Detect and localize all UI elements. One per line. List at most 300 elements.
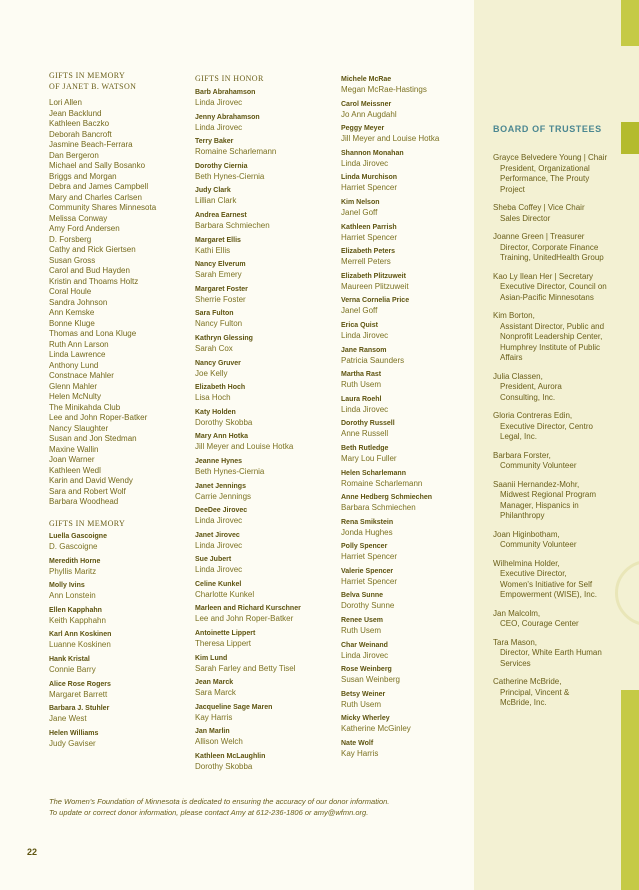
donor-name: Betsy Weiner (341, 690, 386, 698)
trustee-name: Kao Ly Ilean Her | Secretary (493, 271, 594, 281)
list-item (195, 506, 301, 526)
donor-name: Molly Ivins (49, 582, 85, 590)
donor-name: Melissa Conway (49, 213, 108, 223)
honoree-name: Linda Jirovec (195, 98, 243, 107)
donor-name: Celine Kunkel (195, 580, 242, 588)
footnote-line: The Women's Foundation of Minnesota is dedicated to ensuring the accuracy of our donor information. (49, 797, 390, 806)
donor-name: Elizabeth Peters (341, 248, 396, 256)
donor-name: Amy Ford Andersen (49, 224, 120, 233)
donor-name: Coral Houle (49, 287, 92, 296)
honoree-name: Kathi Ellis (195, 245, 231, 255)
donor-name: Valerie Spencer (341, 567, 394, 575)
list-item (341, 616, 439, 636)
memory-watson-list (49, 98, 156, 508)
donor-name: Maxine Wallin (49, 444, 99, 454)
honoree-name: Harriet Spencer (341, 552, 398, 562)
donor-name: Martha Rast (341, 371, 382, 379)
trustee-title: Director, Corporate Finance (500, 242, 599, 252)
donor-name: Barb Abrahamson (195, 89, 256, 96)
trustee-entry (493, 311, 621, 364)
donor-name: Carol Meissner (341, 100, 392, 108)
honoree-name: Sarah Cox (195, 343, 233, 353)
honoree-name: Romaine Scharlemann (195, 147, 277, 157)
honoree-name: Jo Ann Augdahl (341, 109, 397, 119)
donor-name: Linda Lawrence (49, 350, 106, 359)
donor-name: Peggy Meyer (341, 125, 385, 133)
honoree-name: Merrell Peters (341, 257, 391, 267)
trustee-entry (493, 272, 621, 304)
donor-name: Sara and Robert Wolf (49, 486, 126, 496)
honoree-name: Mary Lou Fuller (341, 453, 397, 463)
honoree-name: Linda Jirovec (195, 516, 243, 526)
trustee-entry (493, 372, 621, 404)
list-item (341, 518, 439, 538)
list-item (195, 752, 301, 772)
list-item (341, 223, 439, 243)
honor-heading: GIFTS IN HONOR (195, 74, 264, 83)
honoree-name: Anne Russell (341, 429, 389, 439)
trustee-title: Training, UnitedHealth Group (500, 253, 604, 262)
donor-name: Meredith Horne (49, 557, 101, 565)
donor-name: D. Forsberg (49, 234, 92, 244)
list-item (341, 75, 439, 95)
list-item (341, 247, 439, 267)
list-item (195, 359, 301, 379)
trustee-name: Joan Higinbotham, (493, 529, 560, 539)
list-item (49, 680, 111, 700)
list-item (341, 567, 439, 587)
trustee-entry (493, 153, 621, 195)
trustee-title: Performance, The Prouty (500, 174, 590, 183)
donor-name: Anthony Lund (49, 360, 99, 370)
donor-name: Helen Williams (49, 729, 99, 737)
trustee-name: Tara Mason, (493, 637, 538, 647)
donor-name: Elizabeth Plitzuweit (341, 272, 406, 280)
list-item (341, 124, 439, 144)
honoree-name: Linda Jirovec (195, 565, 243, 575)
honoree-name: Joe Kelly (195, 368, 228, 378)
list-item (195, 482, 301, 502)
trustee-entry (493, 451, 621, 472)
honoree-name: Keith Kapphahn (49, 615, 106, 625)
honoree-name: Ann Lonstein (49, 591, 96, 601)
donor-name: The Minikahda Club (49, 402, 121, 412)
trustee-name: Jan Malcolm, (493, 608, 541, 618)
list-item (341, 272, 439, 292)
donor-name: Shannon Monahan (341, 149, 404, 157)
honoree-name: Dorothy Skobba (195, 417, 253, 427)
trustee-title: Sales Director (500, 213, 551, 223)
trustee-name: Kim Borton, (493, 311, 535, 320)
trustee-entry (493, 411, 621, 443)
honoree-name: Jill Meyer and Louise Hotka (195, 442, 294, 452)
trustee-title: Manager, Hispanics in (500, 500, 579, 510)
trustee-name: Grayce Belvedere Young | Chair (493, 153, 608, 162)
trustee-title: McBride, Inc. (500, 698, 547, 707)
list-item (341, 321, 439, 341)
honoree-name: Ruth Usem (341, 626, 382, 636)
donor-name: Andrea Earnest (195, 211, 247, 219)
donor-name: Kathleen Baczko (49, 119, 110, 128)
donor-name: Community Shares Minnesota (49, 203, 157, 212)
memory-other-heading: GIFTS IN MEMORY (49, 519, 126, 528)
donor-name: Barbara Woodhead (49, 497, 119, 506)
list-item (341, 469, 439, 489)
honoree-name: Theresa Lippert (195, 639, 252, 649)
trustee-name: Catherine McBride, (493, 677, 562, 686)
donor-name: Lee and John Roper-Batker (49, 413, 148, 422)
list-item (195, 383, 301, 403)
list-item (195, 678, 301, 698)
donor-name: Cathy and Rick Giertsen (49, 245, 136, 254)
honoree-name: Sarah Farley and Betty Tisel (195, 663, 296, 673)
board-title: BOARD OF TRUSTEES (493, 124, 602, 134)
donor-name: Jean Backlund (49, 108, 102, 118)
list-item (195, 432, 301, 452)
list-item (195, 137, 301, 157)
honoree-name: Linda Jirovec (195, 540, 243, 550)
honoree-name: Dorothy Skobba (195, 762, 253, 772)
honoree-name: D. Gascoigne (49, 542, 98, 551)
donor-name: Jacqueline Sage Maren (195, 703, 273, 711)
memory-other-list (49, 532, 111, 753)
list-item (341, 665, 439, 685)
honoree-name: Beth Hynes-Ciernia (195, 171, 265, 181)
donor-name: Deborah Bancroft (49, 129, 112, 139)
honoree-name: Maureen Plitzuweit (341, 281, 409, 291)
list-item (49, 704, 111, 724)
donor-name: Kim Lund (195, 654, 228, 662)
donor-name: Nancy Elverum (195, 261, 246, 269)
list-item (195, 162, 301, 182)
donor-name: Kristin and Thoams Holtz (49, 276, 139, 286)
trustee-name: Saanii Hernandez-Mohr, (493, 479, 580, 489)
donor-name: Constnace Mahler (49, 371, 114, 380)
honoree-name: Katherine McGinley (341, 724, 411, 734)
list-item (341, 690, 439, 710)
trustee-title: Community Volunteer (500, 461, 577, 470)
list-item (195, 309, 301, 329)
donor-name: Jasmine Beach-Ferrara (49, 140, 133, 149)
list-item (341, 173, 439, 193)
list-item (341, 542, 439, 562)
list-item (341, 346, 439, 366)
donor-name: Beth Rutledge (341, 444, 389, 452)
list-item (49, 532, 111, 552)
list-item (341, 419, 439, 439)
list-item (195, 408, 301, 428)
honoree-name: Harriet Spencer (341, 576, 398, 586)
donor-name: Renee Usem (341, 617, 384, 625)
donor-name: Sandra Johnson (49, 297, 108, 307)
donor-name: Kathleen McLaughlin (195, 753, 266, 761)
list-item (341, 149, 439, 169)
honoree-name: Susan Weinberg (341, 675, 400, 685)
honoree-name: Lee and John Roper-Batker (195, 614, 294, 624)
honoree-name: Linda Jirovec (341, 404, 389, 414)
donor-name: Polly Spencer (341, 543, 388, 551)
donor-name: Margaret Ellis (195, 236, 241, 244)
donor-name: Margaret Foster (195, 285, 248, 293)
trustee-entry (493, 480, 621, 522)
list-item (195, 703, 301, 723)
donor-name: Barbara J. Stuhler (49, 705, 110, 713)
honoree-name: Harriet Spencer (341, 232, 398, 242)
donor-name: Lori Allen (49, 98, 82, 107)
trustee-entry (493, 677, 621, 709)
trustee-title: President, Aurora (500, 382, 562, 391)
donor-name: Karin and David Wendy (49, 476, 133, 485)
donor-name: Katy Holden (195, 408, 236, 416)
donor-name: Glenn Mahler (49, 381, 98, 391)
list-item (49, 630, 111, 650)
donor-name: Thomas and Lona Kluge (49, 329, 137, 338)
donor-name: Sue Jubert (195, 556, 232, 564)
footnote (49, 797, 469, 818)
decorative-stripe (621, 0, 639, 46)
honoree-name: Margaret Barrett (49, 689, 108, 699)
list-item (195, 629, 301, 649)
donor-name: Belva Sunne (341, 592, 384, 600)
list-item (49, 655, 111, 675)
donor-name: Char Weinand (341, 641, 388, 649)
donor-name: Elizabeth Hoch (195, 384, 246, 392)
donor-name: Alice Rose Rogers (49, 680, 111, 688)
honoree-name: Ruth Usem (341, 699, 382, 709)
list-item (341, 714, 439, 734)
honoree-name: Janel Goff (341, 207, 378, 217)
honoree-name: Linda Jirovec (341, 158, 389, 168)
donor-name: Jan Marlin (195, 728, 230, 736)
trustee-title: Affairs (500, 353, 523, 362)
trustee-title: Philanthropy (500, 511, 545, 520)
honoree-name: Linda Jirovec (195, 122, 243, 132)
donor-name: Michele McRae (341, 76, 392, 83)
honor-list (195, 88, 301, 777)
trustee-title: Asian-Pacific Minnesotans (500, 292, 594, 302)
donor-name: Mary Ann Hotka (195, 433, 249, 441)
list-item (195, 604, 301, 624)
memory-watson-heading-line2: OF JANET B. WATSON (49, 82, 137, 91)
trustee-name: Sheba Coffey | Vice Chair (493, 203, 585, 212)
list-item (341, 100, 439, 120)
trustee-title: Consulting, Inc. (500, 392, 556, 402)
list-item (195, 285, 301, 305)
honoree-name: Luanne Koskinen (49, 640, 111, 650)
donor-name: Ellen Kapphahn (49, 606, 102, 614)
list-item (195, 580, 301, 600)
list-item (195, 654, 301, 674)
trustee-entry (493, 530, 621, 551)
donor-name: Helen McNulty (49, 392, 102, 401)
list-item (195, 457, 301, 477)
donor-name: Joan Warner (49, 455, 95, 464)
donor-name: Nancy Gruver (195, 359, 241, 367)
trustee-entry (493, 559, 621, 601)
honoree-name: Jane West (49, 714, 87, 724)
honoree-name: Linda Jirovec (341, 650, 389, 660)
list-item (195, 211, 301, 231)
trustee-title: Women's Initiative for Self (500, 579, 593, 589)
honoree-name: Barbara Schmiechen (195, 220, 270, 230)
trustee-title: President, Organizational (500, 163, 590, 173)
trustee-entry (493, 232, 621, 264)
donor-name: Helen Scharlemann (341, 469, 406, 477)
donor-name: Kim Nelson (341, 198, 380, 206)
trustee-title: Midwest Regional Program (500, 490, 597, 499)
trustee-name: Wilhelmina Holder, (493, 558, 560, 568)
donor-name: Karl Ann Koskinen (49, 631, 112, 639)
honoree-name: Sara Marck (195, 688, 236, 698)
donor-name: Rena Smikstein (341, 518, 394, 526)
honoree-name: Sherrie Foster (195, 294, 246, 304)
honoree-name: Kay Harris (341, 749, 379, 759)
list-item (195, 727, 301, 747)
honor-list (341, 75, 439, 764)
footnote-line: To update or correct donor information, please contact Amy at 612-236-1806 or amy@wfmn.org. (49, 807, 369, 817)
decorative-stripe (621, 122, 639, 154)
trustee-title: Executive Director, Centro (500, 421, 593, 431)
honoree-name: Linda Jirovec (341, 330, 389, 340)
page-number: 22 (27, 847, 38, 857)
list-item (341, 493, 439, 513)
honoree-name: Sarah Emery (195, 270, 242, 280)
list-item (341, 296, 439, 316)
donor-name: Janet Jirovec (195, 531, 240, 539)
decorative-stripe (621, 690, 639, 890)
list-item (195, 113, 301, 133)
list-item (195, 236, 301, 256)
list-item (341, 444, 439, 464)
list-item (49, 557, 111, 577)
honoree-name: Allison Welch (195, 737, 243, 747)
list-item (341, 198, 439, 218)
list-item (49, 606, 111, 626)
list-item (195, 186, 301, 206)
honoree-name: Judy Gaviser (49, 738, 96, 748)
donor-name: Dorothy Russell (341, 420, 395, 428)
honoree-name: Barbara Schmiechen (341, 503, 416, 513)
donor-name: Micky Wherley (341, 715, 390, 723)
trustee-title: Empowerment (WISE), Inc. (500, 590, 597, 599)
trustee-entry (493, 638, 621, 670)
trustee-title: Community Volunteer (500, 540, 577, 549)
honoree-name: Dorothy Sunne (341, 601, 395, 611)
donor-name: Carol and Bud Hayden (49, 266, 130, 275)
donor-name: Michael and Sally Bosanko (49, 161, 146, 170)
honoree-name: Beth Hynes-Ciernia (195, 466, 265, 476)
donor-name: Antoinette Lippert (195, 630, 256, 638)
donor-name: Nate Wolf (341, 740, 374, 748)
list-item (341, 591, 439, 611)
donor-name: Kathleen Wedl (49, 465, 101, 475)
list-item (195, 334, 301, 354)
donor-name: Verna Cornelia Price (341, 297, 410, 305)
donor-name: Jenny Abrahamson (195, 113, 260, 121)
list-item (49, 729, 111, 749)
honoree-name: Megan McRae-Hastings (341, 85, 427, 94)
trustee-name: Gloria Contreras Edin, (493, 411, 573, 420)
donor-name: Kathleen Parrish (341, 223, 397, 231)
trustee-entry (493, 609, 621, 630)
list-item (341, 739, 439, 759)
donor-name: Dorothy Ciernia (195, 162, 248, 170)
honoree-name: Charlotte Kunkel (195, 589, 255, 599)
trustee-name: Julia Classen, (493, 371, 543, 381)
trustee-title: Executive Director, Council on (500, 282, 607, 291)
list-item (341, 370, 439, 390)
trustee-title: Nonprofit Leadership Center, (500, 332, 603, 341)
trustee-name: Joanne Green | Treasurer (493, 232, 585, 241)
trustee-title: Principal, Vincent & (500, 687, 570, 697)
honoree-name: Patricia Saunders (341, 355, 405, 365)
trustee-title: Services (500, 658, 531, 668)
donor-name: Erica Quist (341, 321, 378, 329)
list-item (195, 531, 301, 551)
list-item (195, 260, 301, 280)
honoree-name: Nancy Fulton (195, 319, 243, 329)
donor-name: Bonne Kluge (49, 318, 95, 328)
donor-name: Judy Clark (195, 187, 231, 195)
donor-name: Luella Gascoigne (49, 533, 107, 540)
donor-name: Mary and Charles Carlsen (49, 192, 142, 202)
donor-name: Rose Weinberg (341, 666, 392, 674)
donor-name: Jeanne Hynes (195, 457, 243, 465)
honoree-name: Lisa Hoch (195, 393, 231, 403)
honoree-name: Connie Barry (49, 664, 96, 674)
donor-name: Debra and James Campbell (49, 182, 149, 191)
trustee-title: Project (500, 184, 525, 194)
donor-name: Ann Kemske (49, 308, 95, 317)
trustee-entry (493, 203, 621, 224)
honoree-name: Romaine Scharlemann (341, 478, 423, 488)
honoree-name: Lillian Clark (195, 196, 237, 206)
honoree-name: Janel Goff (341, 306, 378, 316)
board-list (493, 153, 621, 717)
list-item (195, 555, 301, 575)
trustee-title: Legal, Inc. (500, 432, 537, 441)
list-item (341, 395, 439, 415)
donor-name: Kathryn Glessing (195, 334, 253, 342)
honoree-name: Jill Meyer and Louise Hotka (341, 134, 440, 144)
donor-name: Briggs and Morgan (49, 171, 117, 181)
donor-name: Dan Bergeron (49, 150, 99, 160)
list-item (49, 581, 111, 601)
trustee-title: Assistant Director, Public and (500, 321, 605, 331)
donor-name: Jean Marck (195, 679, 234, 687)
donor-name: Marleen and Richard Kurschner (195, 605, 301, 613)
donor-name: Linda Murchison (341, 174, 397, 182)
honoree-name: Jonda Hughes (341, 527, 393, 537)
donor-name: Jane Ransom (341, 346, 387, 354)
list-item (195, 88, 301, 108)
donor-name: Sara Fulton (195, 310, 234, 318)
trustee-name: Barbara Forster, (493, 450, 551, 460)
honoree-name: Kay Harris (195, 712, 233, 722)
honoree-name: Phyllis Maritz (49, 566, 97, 576)
memory-watson-heading: GIFTS IN MEMORY (49, 71, 126, 80)
donor-name: Laura Roehl (341, 395, 382, 403)
trustee-title: Humphrey Institute of Public (500, 342, 601, 352)
donor-name: Susan and Jon Stedman (49, 434, 137, 443)
donor-name: Susan Gross (49, 255, 96, 265)
trustee-title: Director, White Earth Human (500, 648, 602, 657)
honoree-name: Harriet Spencer (341, 183, 398, 193)
donor-name: Janet Jennings (195, 482, 246, 490)
donor-name: Ruth Ann Larson (49, 339, 109, 349)
donor-name: Anne Hedberg Schmiechen (341, 494, 433, 502)
donor-name: Nancy Slaughter (49, 423, 109, 433)
